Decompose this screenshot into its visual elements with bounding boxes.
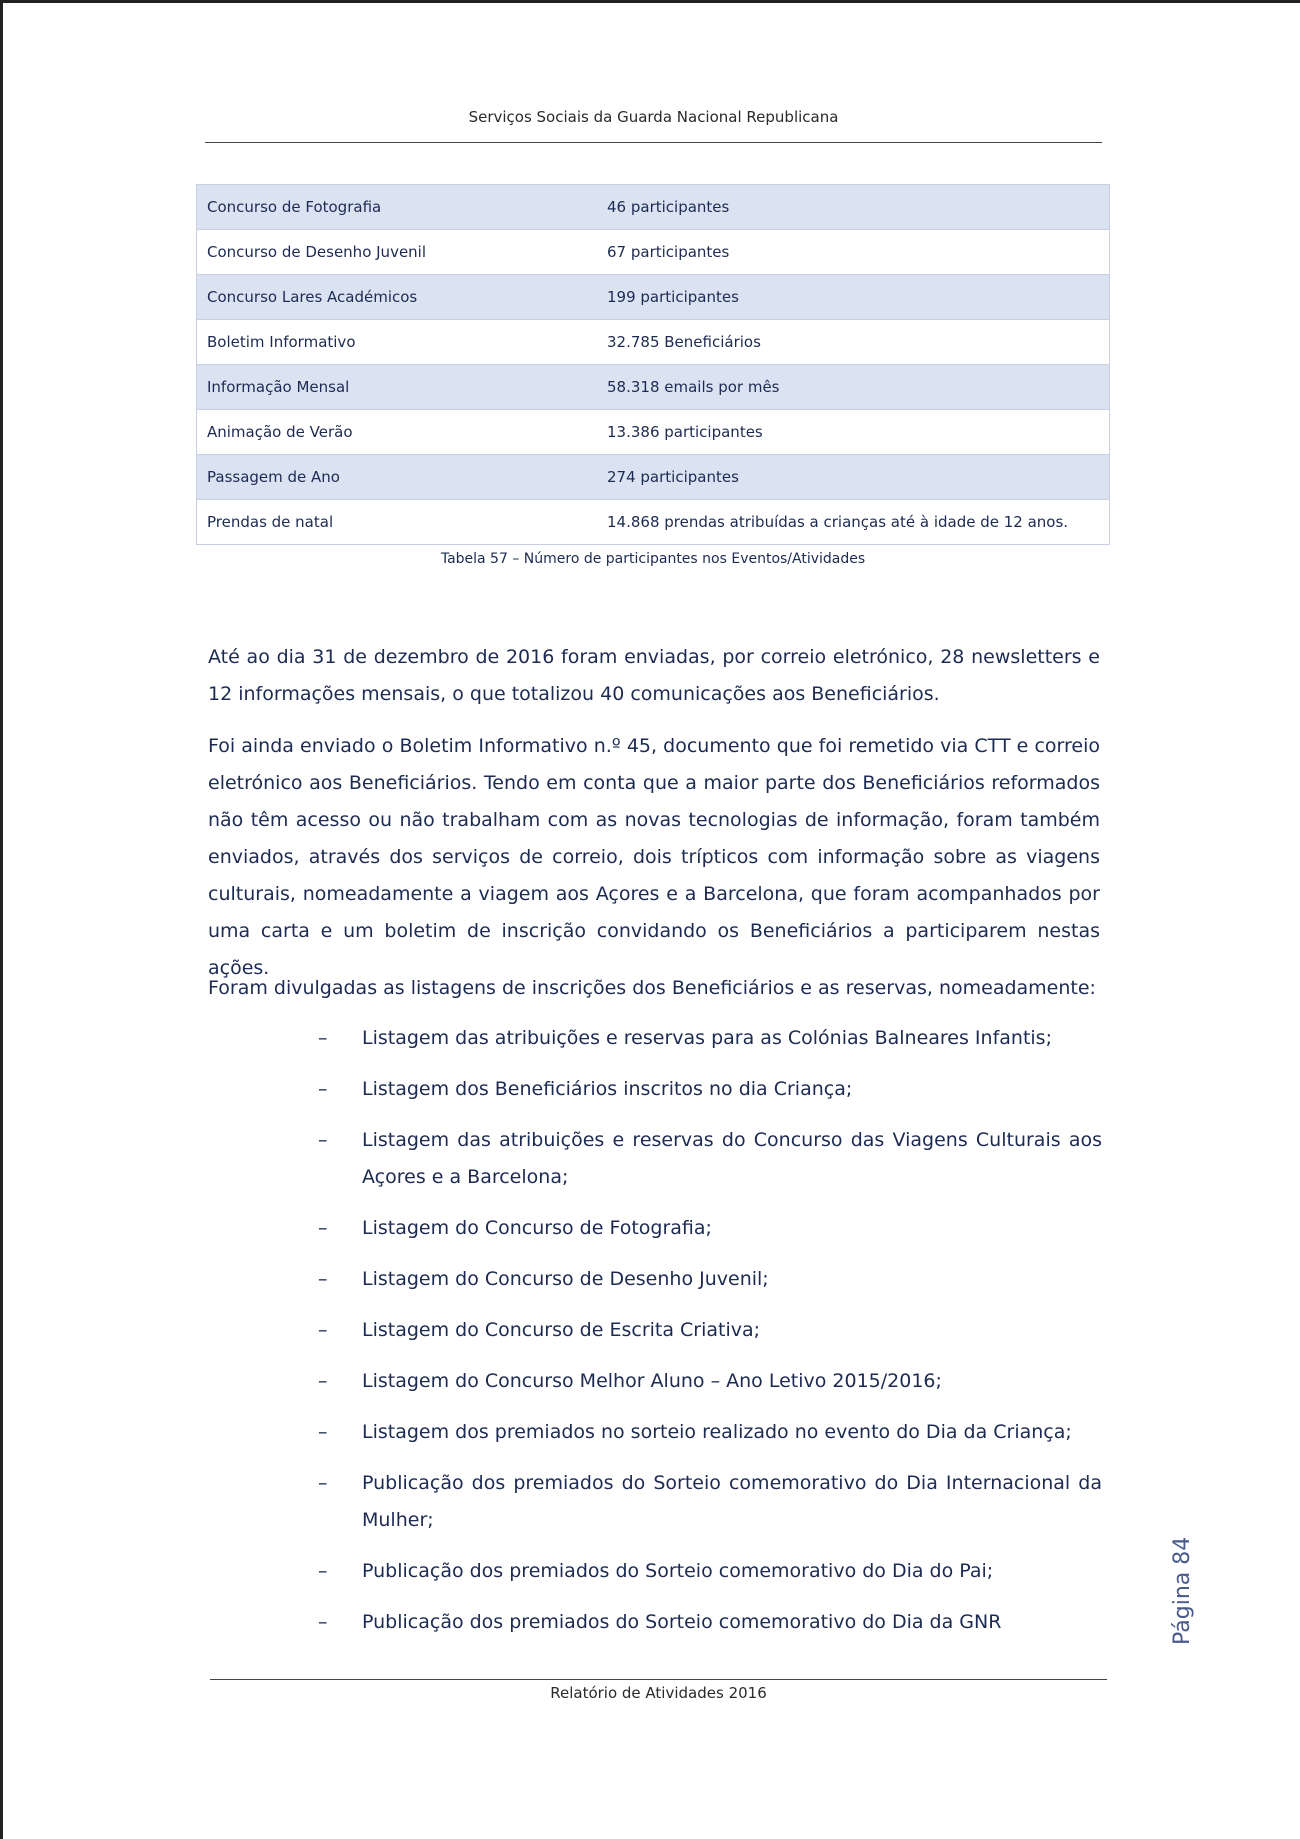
list-item <box>318 1071 1102 1108</box>
event-value: 58.318 emails por mês <box>595 365 1110 410</box>
event-value: 67 participantes <box>595 230 1110 275</box>
participants-table <box>196 184 1110 545</box>
list-item <box>318 1312 1102 1349</box>
dash-bullet: – <box>318 1611 328 1633</box>
table-row <box>197 455 1110 500</box>
page-header: Serviços Sociais da Guarda Nacional Republicana <box>468 108 839 126</box>
event-value: 13.386 participantes <box>595 410 1110 455</box>
dash-bullet: – <box>318 1319 328 1341</box>
paragraph-newsletters: Até ao dia 31 de dezembro de 2016 foram enviadas, por correio eletrónico, 28 newsletters e 12 informações mensais, o que totalizou 40 comunicações aos Beneficiários. <box>208 646 1100 705</box>
table-row <box>197 275 1110 320</box>
list-item-text: Listagem do Concurso de Fotografia; <box>362 1217 712 1239</box>
table-caption: Tabela 57 – Número de participantes nos Eventos/Atividades <box>440 551 866 567</box>
table-row <box>197 410 1110 455</box>
list-item <box>318 1414 1102 1451</box>
list-item-text: Listagem das atribuições e reservas do Concurso das Viagens Culturais aos Açores e a Barcelona; <box>362 1129 1102 1188</box>
list-item-text: Publicação dos premiados do Sorteio comemorativo do Dia do Pai; <box>362 1560 994 1582</box>
event-value: 199 participantes <box>595 275 1110 320</box>
event-name: Animação de Verão <box>197 410 596 455</box>
dash-bullet: – <box>318 1421 328 1443</box>
list-item <box>318 1363 1102 1400</box>
dash-bullet: – <box>318 1472 328 1494</box>
page-footer: Relatório de Atividades 2016 <box>550 1684 767 1702</box>
dash-bullet: – <box>318 1560 328 1582</box>
event-name: Concurso de Fotografia <box>197 185 596 230</box>
paragraph-boletim: Foi ainda enviado o Boletim Informativo n.º 45, documento que foi remetido via CTT e correio eletrónico aos Beneficiários. Tendo em conta que a maior parte dos Beneficiários reformados não têm acesso ou não trabalham com as novas tecnologias de informação, foram também enviados, através dos serviços de correio, dois trípticos com informação sobre as viagens culturais, nomeadamente a viagem aos Açores e a Barcelona, que foram acompanhados por uma carta e um boletim de inscrição convidando os Beneficiários a participarem nestas ações. <box>208 735 1100 979</box>
page-number: Página 84 <box>1170 1536 1195 1645</box>
event-name: Passagem de Ano <box>197 455 596 500</box>
list-item <box>318 1261 1102 1298</box>
event-name: Informação Mensal <box>197 365 596 410</box>
event-name: Concurso de Desenho Juvenil <box>197 230 596 275</box>
event-value: 274 participantes <box>595 455 1110 500</box>
dash-bullet: – <box>318 1129 328 1151</box>
list-item <box>318 1604 1102 1641</box>
list-item <box>318 1465 1102 1539</box>
dash-bullet: – <box>318 1078 328 1100</box>
list-item <box>318 1553 1102 1590</box>
table-row <box>197 500 1110 545</box>
dash-bullet: – <box>318 1370 328 1392</box>
event-value: 46 participantes <box>595 185 1110 230</box>
dash-bullet: – <box>318 1268 328 1290</box>
list-item-text: Publicação dos premiados do Sorteio comemorativo do Dia da GNR <box>362 1611 1002 1633</box>
paragraph-listagens-intro: Foram divulgadas as listagens de inscrições dos Beneficiários e as reservas, nomeadamente: <box>208 977 1096 999</box>
table-row <box>197 185 1110 230</box>
event-value: 14.868 prendas atribuídas a crianças até à idade de 12 anos. <box>595 500 1110 545</box>
list-item-text: Listagem do Concurso de Escrita Criativa; <box>362 1319 761 1341</box>
event-value: 32.785 Beneficiários <box>595 320 1110 365</box>
footer-divider <box>210 1679 1107 1680</box>
listagens-list <box>318 1020 1102 1655</box>
table-row <box>197 320 1110 365</box>
list-item <box>318 1122 1102 1196</box>
dash-bullet: – <box>318 1217 328 1239</box>
list-item-text: Listagem do Concurso de Desenho Juvenil; <box>362 1268 769 1290</box>
list-item-text: Listagem dos premiados no sorteio realizado no evento do Dia da Criança; <box>362 1421 1072 1443</box>
list-item-text: Publicação dos premiados do Sorteio comemorativo do Dia Internacional da Mulher; <box>362 1472 1102 1531</box>
list-item-text: Listagem do Concurso Melhor Aluno – Ano Letivo 2015/2016; <box>362 1370 942 1392</box>
event-name: Concurso Lares Académicos <box>197 275 596 320</box>
dash-bullet: – <box>318 1027 328 1049</box>
list-item-text: Listagem dos Beneficiários inscritos no dia Criança; <box>362 1078 853 1100</box>
event-name: Boletim Informativo <box>197 320 596 365</box>
list-item <box>318 1020 1102 1057</box>
list-item <box>318 1210 1102 1247</box>
table-row <box>197 230 1110 275</box>
list-item-text: Listagem das atribuições e reservas para as Colónias Balneares Infantis; <box>362 1027 1052 1049</box>
header-divider <box>205 142 1102 143</box>
table-row <box>197 365 1110 410</box>
event-name: Prendas de natal <box>197 500 596 545</box>
